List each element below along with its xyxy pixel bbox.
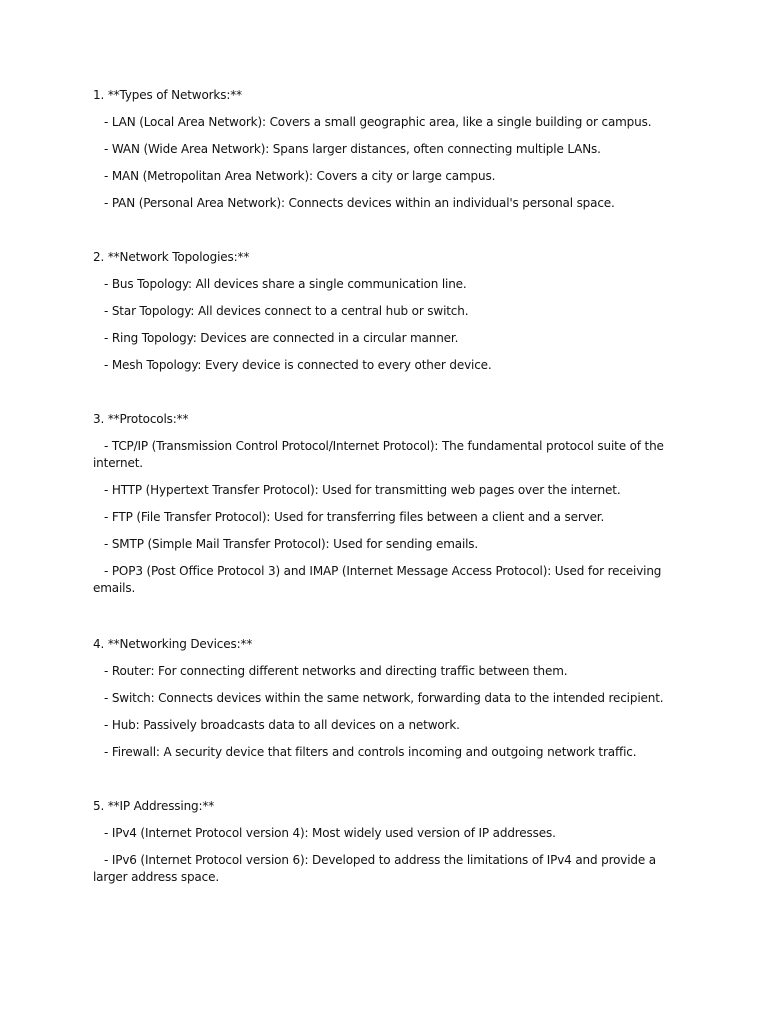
list-item: - Hub: Passively broadcasts data to all devices on a network.: [93, 718, 460, 732]
section-networking-devices: [93, 636, 683, 771]
list-item: - Mesh Topology: Every device is connected to every other device.: [93, 358, 492, 372]
list-item: - Switch: Connects devices within the same network, forwarding data to the intended recipient.: [93, 691, 664, 705]
list-item: - HTTP (Hypertext Transfer Protocol): Used for transmitting web pages over the internet.: [93, 483, 621, 497]
list-item: - FTP (File Transfer Protocol): Used for transferring files between a client and a server.: [93, 510, 605, 524]
list-item: - IPv4 (Internet Protocol version 4): Most widely used version of IP addresses.: [93, 826, 556, 840]
list-item: - TCP/IP (Transmission Control Protocol/Internet Protocol): The fundamental protocol suite of the internet.: [93, 439, 668, 470]
section-protocols: [93, 411, 683, 607]
list-item: - Bus Topology: All devices share a single communication line.: [93, 277, 467, 291]
list-item: - LAN (Local Area Network): Covers a small geographic area, like a single building or campus.: [93, 115, 652, 129]
list-item: - Star Topology: All devices connect to a central hub or switch.: [93, 304, 469, 318]
section-heading: 4. **Networking Devices:**: [93, 637, 253, 651]
section-ip-addressing: [93, 798, 683, 896]
list-item: - WAN (Wide Area Network): Spans larger distances, often connecting multiple LANs.: [93, 142, 601, 156]
section-types-of-networks: [93, 87, 683, 222]
list-item: - Firewall: A security device that filters and controls incoming and outgoing network traffic.: [93, 745, 637, 759]
section-heading: 3. **Protocols:**: [93, 412, 189, 426]
list-item: - POP3 (Post Office Protocol 3) and IMAP (Internet Message Access Protocol): Used for receiving emails.: [93, 564, 665, 595]
list-item: - SMTP (Simple Mail Transfer Protocol): Used for sending emails.: [93, 537, 479, 551]
list-item: - Ring Topology: Devices are connected in a circular manner.: [93, 331, 459, 345]
section-heading: 5. **IP Addressing:**: [93, 799, 215, 813]
list-item: - MAN (Metropolitan Area Network): Covers a city or large campus.: [93, 169, 496, 183]
section-heading: 1. **Types of Networks:**: [93, 88, 242, 102]
list-item: - IPv6 (Internet Protocol version 6): Developed to address the limitations of IPv4 and provide a larger address space.: [93, 853, 660, 884]
list-item: - PAN (Personal Area Network): Connects devices within an individual's personal space.: [93, 196, 615, 210]
section-network-topologies: [93, 249, 683, 384]
section-heading: 2. **Network Topologies:**: [93, 250, 250, 264]
list-item: - Router: For connecting different networks and directing traffic between them.: [93, 664, 568, 678]
